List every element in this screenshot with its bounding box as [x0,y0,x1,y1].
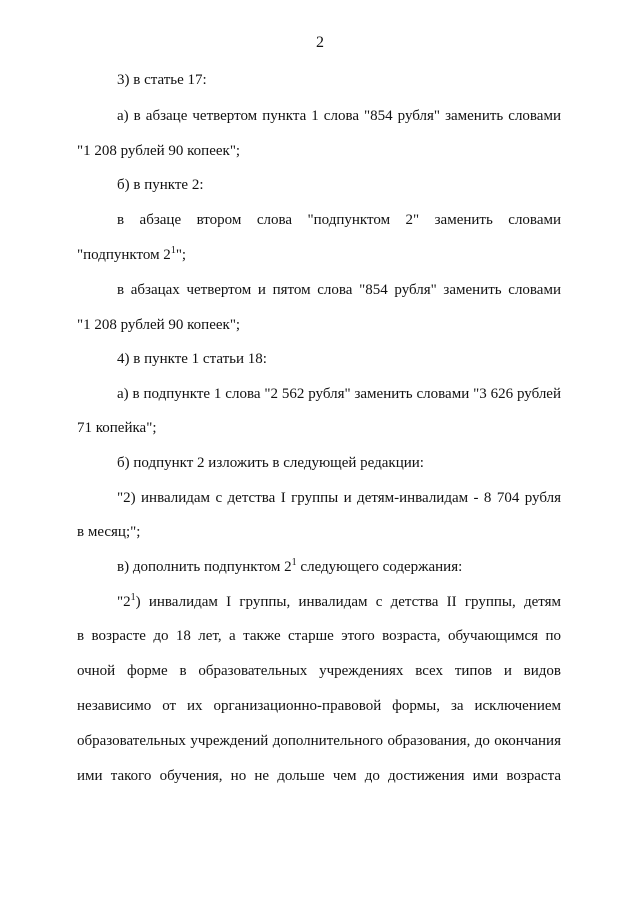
text-fragment: следующего содержания: [296,559,463,575]
text-line: образовательных учреждений дополнительного образования, до окончания [77,733,561,749]
text-line: 4) в пункте 1 статьи 18: [117,351,267,367]
text-line: "1 208 рублей 90 копеек"; [77,143,241,159]
text-line: "2) инвалидам с детства I группы и детям-инвалидам - 8 704 рубля [117,490,561,506]
text-line: а) в подпункте 1 слова "2 562 рубля" заменить словами "3 626 рублей [117,386,561,402]
text-line: б) подпункт 2 изложить в следующей редакции: [117,455,424,471]
text-line: "1 208 рублей 90 копеек"; [77,317,241,333]
text-line: очной форме в образовательных учреждениях всех типов и видов [77,663,561,679]
superscript: 1 [291,557,297,568]
text-line: в абзацах четвертом и пятом слова "854 рубля" заменить словами [117,282,561,298]
text-line [117,557,462,577]
text-fragment: ) инвалидам I группы, инвалидам с детства II группы, детям [135,594,561,610]
text-line [117,592,561,612]
text-line: б) в пункте 2: [117,177,204,193]
text-line: в абзаце втором слова "подпунктом 2" заменить словами [117,212,561,228]
text-line: 71 копейка"; [77,420,157,436]
superscript: 1 [130,592,136,603]
superscript: 1 [170,245,176,256]
text-fragment: "подпунктом 2 [77,247,171,263]
text-line [77,245,186,265]
text-fragment: "; [175,247,187,263]
text-line: в месяц;"; [77,524,141,540]
text-line: 3) в статье 17: [117,72,207,88]
text-line: а) в абзаце четвертом пункта 1 слова "854 рубля" заменить словами [117,108,561,124]
text-line: ими такого обучения, но не дольше чем до достижения ими возраста [77,768,561,784]
text-line: в возрасте до 18 лет, а также старше этого возраста, обучающимся по [77,628,561,644]
text-line: независимо от их организационно-правовой формы, за исключением [77,698,561,714]
page-number: 2 [316,34,324,51]
text-fragment: в) дополнить подпунктом 2 [117,559,292,575]
text-fragment: "2 [117,594,131,610]
